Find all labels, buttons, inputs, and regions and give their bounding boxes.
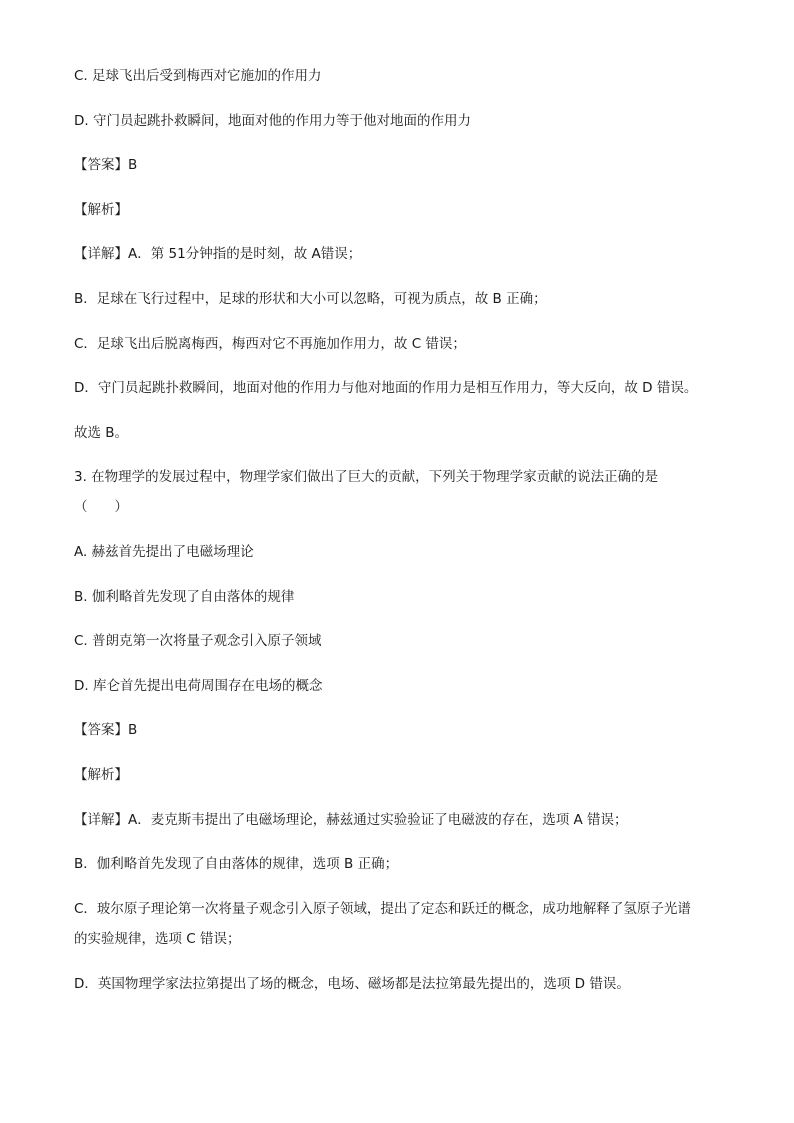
q2-option-d: D. 守门员起跳扑救瞬间，地面对他的作用力等于他对地面的作用力 [74,113,471,129]
q2-detail-a: 【详解】A．第 51分钟指的是时刻，故 A错误； [74,246,362,262]
q3-detail-c-continued: 的实验规律，选项 C 错误； [74,931,241,947]
q3-analysis-heading: 【解析】 [74,767,128,783]
q3-detail-b: B．伽利略首先发现了自由落体的规律，选项 B 正确； [74,856,399,872]
q3-detail-d: D．英国物理学家法拉第提出了场的概念，电场、磁场都是法拉第最先提出的，选项 D 错误。 [74,976,630,992]
q2-detail-d: D．守门员起跳扑救瞬间，地面对他的作用力与他对地面的作用力是相互作用力，等大反向，故 D 错误。 [74,380,698,396]
q3-blank: （ ） [74,499,128,515]
q3-option-a: A. 赫兹首先提出了电磁场理论 [74,544,254,560]
q3-answer: 【答案】B [74,722,138,738]
q2-detail-b: B．足球在飞行过程中，足球的形状和大小可以忽略，可视为质点，故 B 正确； [74,291,547,307]
q2-answer: 【答案】B [74,157,138,173]
q2-analysis-heading: 【解析】 [74,202,128,218]
q2-conclusion: 故选 B。 [74,425,129,441]
q2-option-c: C. 足球飞出后受到梅西对它施加的作用力 [74,68,322,84]
q3-detail-a: 【详解】A．麦克斯韦提出了电磁场理论，赫兹通过实验验证了电磁波的存在，选项 A 错误； [74,812,628,828]
q3-option-d: D. 库仑首先提出电荷周围存在电场的概念 [74,678,323,694]
q2-detail-c: C．足球飞出后脱离梅西，梅西对它不再施加作用力，故 C 错误； [74,336,466,352]
q3-detail-c: C．玻尔原子理论第一次将量子观念引入原子领域，提出了定态和跃迁的概念，成功地解释了氢原子光谱 [74,901,691,917]
q3-option-b: B. 伽利略首先发现了自由落体的规律 [74,589,295,605]
q3-option-c: C. 普朗克第一次将量子观念引入原子领域 [74,633,322,649]
q3-stem: 3. 在物理学的发展过程中，物理学家们做出了巨大的贡献，下列关于物理学家贡献的说法正确的是 [74,469,659,485]
